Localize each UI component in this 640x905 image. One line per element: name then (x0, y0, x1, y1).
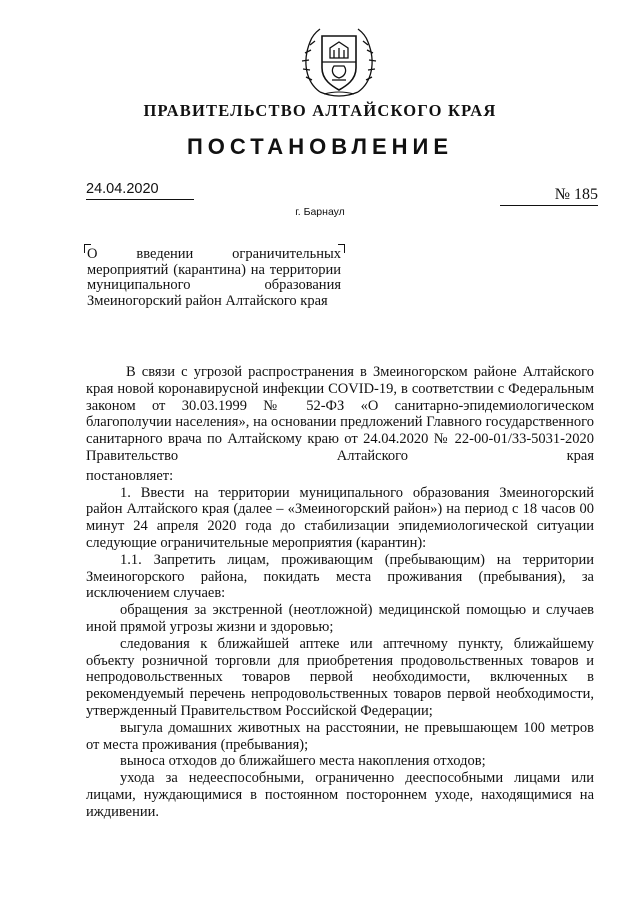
exception-waste: выноса отходов до ближайшего места накопления отходов; (120, 753, 486, 770)
city: г. Барнаул (295, 206, 345, 218)
exception-care: ухода за недееспособными, ограниченно дееспособными лицами или лицами, нуждающимися в постоянном постороннем уходе, находящимися на иждивении. (86, 770, 594, 820)
document-date: 24.04.2020 (86, 181, 194, 200)
document-number: № 185 (500, 186, 598, 206)
coat-of-arms-emblem (298, 20, 380, 102)
exception-medical: обращения за экстренной (неотложной) медицинской помощью и случаев иной прямой угрозы жизни и здоровью; (86, 602, 594, 635)
intro-paragraph: В связи с угрозой распространения в Змеиногорском районе Алтайского края новой коронавирусной инфекции COVID-19, в соответствии с Федеральным законом от 30.03.1999 № 52-ФЗ «О санитарно-эпидемиологическом благополучии населения», на основании предложений Главного государственного санитарного врача по Алтайскому краю от 24.04.2020 № 22-00-01/33-5031-2020 Правительство Алтайского края (86, 364, 594, 464)
document-type: ПОСТАНОВЛЕНИЕ (186, 134, 454, 159)
government-title: ПРАВИТЕЛЬСТВО АЛТАЙСКОГО КРАЯ (143, 101, 497, 120)
resolution-word: постановляет: (86, 467, 174, 484)
paragraph-1: 1. Ввести на территории муниципального образования Змеиногорский район Алтайского края (далее – «Змеиногорский район») на период с 18 часов 00 минут 24 апреля 2020 года до стабилизации эпидемиологической ситуации следующие ограничительные мероприятия (карантин): (86, 484, 594, 551)
document-body (86, 364, 594, 821)
paragraph-1-1: 1.1. Запретить лицам, проживающим (пребывающим) на территории Змеиногорского района, покидать места проживания (пребывания), за исключением случаев: (86, 551, 594, 602)
exception-shopping: следования к ближайшей аптеке или аптечному пункту, ближайшему объекту розничной торговли для приобретения продовольственных товаров и непродовольственных товаров первой необходимости, включенных в рекомендуемый перечень непродовольственных товаров первой необходимости, утвержденный Правительством Российской Федерации; (86, 635, 594, 719)
document-subject: О введении ограничительных мероприятий (карантина) на территории муниципального образования Змеиногорский район Алтайского края (87, 246, 341, 309)
exception-pets: выгула домашних животных на расстоянии, не превышающем 100 метров от места проживания (пребывания); (86, 719, 594, 753)
